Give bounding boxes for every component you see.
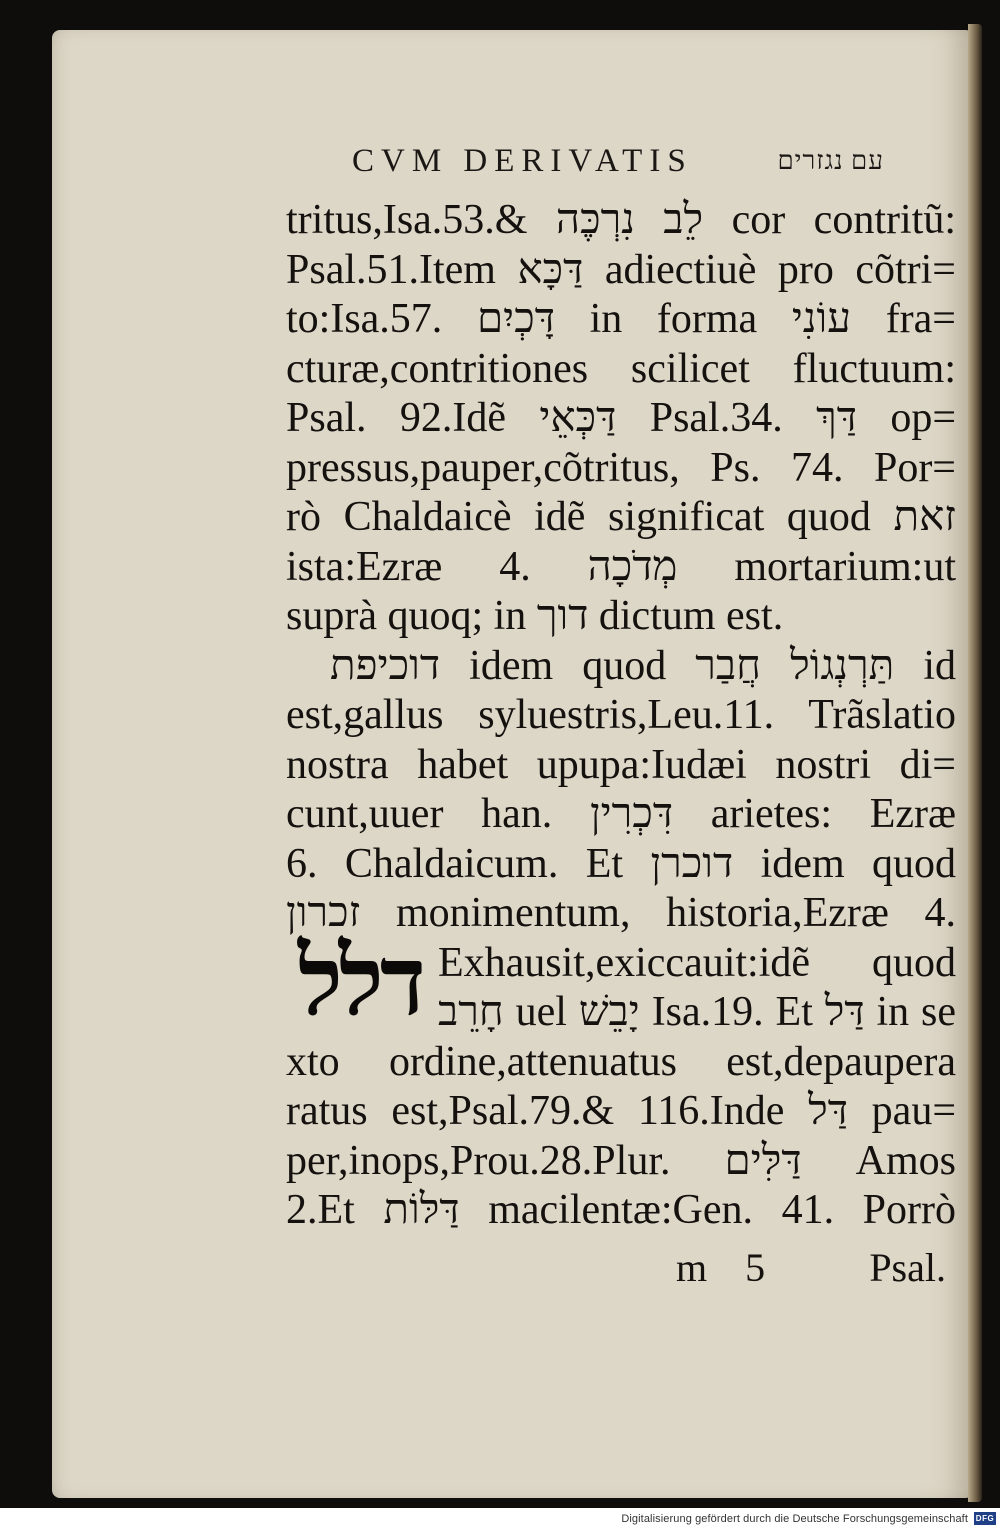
signature-mark: m bbox=[676, 1245, 708, 1290]
text-line: est,gallus syluestris,Leu.11. Trãslatio bbox=[286, 692, 956, 738]
text-line: 6. Chaldaicum. Et דוכרן idem quod bbox=[286, 840, 956, 887]
text-line: tritus,Isa.53.& לֵב נִרְכֶּה cor contritũ: bbox=[286, 197, 956, 243]
running-head-hebrew: עם נגזרים bbox=[777, 146, 884, 175]
text-line: 2.Et דַּלּוֹת macilentæ:Gen. 41. Porrò bbox=[286, 1187, 956, 1233]
text-line: Exhausit,exiccauit:idẽ quod bbox=[438, 939, 956, 986]
footer-bar bbox=[0, 1508, 1000, 1529]
page-header bbox=[352, 141, 884, 181]
signature-number: 5 bbox=[745, 1245, 766, 1290]
text-line: cunt,uuer han. דִּכְרִין arietes: Ezræ bbox=[286, 791, 956, 837]
signature-line bbox=[676, 1244, 946, 1291]
text-line: Psal. 92.Idẽ דַּכְּאֵי Psal.34. דַּךְ op= bbox=[286, 395, 957, 441]
text-line: per,inops,Prou.28.Plur. דַּלִּים Amos bbox=[286, 1137, 956, 1184]
text-line: rò Chaldaicè idẽ significat quod זאת bbox=[286, 494, 956, 540]
text-line: to:Isa.57. דָּכְיִם in forma עוֹנִי fra= bbox=[286, 296, 956, 342]
text-line: Psal.51.Item דַּכָּא adiectiuè pro cõtri= bbox=[286, 246, 956, 293]
text-line: xto ordine,attenuatus est,depaupera bbox=[286, 1038, 956, 1085]
catchword: Psal. bbox=[869, 1245, 946, 1290]
text-line: cturæ,contritiones scilicet fluctuum: bbox=[286, 345, 956, 392]
initial-hebrew-headword: דלל bbox=[298, 923, 422, 1037]
page-edge bbox=[968, 24, 982, 1502]
text-body bbox=[286, 196, 956, 1236]
text-line: חָרֵב uel יָבֵשׁ Isa.19. Et דַּל in se bbox=[438, 989, 957, 1035]
text-line: nostra habet upupa:Iudæi nostri di= bbox=[286, 741, 956, 788]
dfg-logo: DFG bbox=[975, 1514, 995, 1523]
text-line: זכרון monimentum, historia,Ezræ 4. bbox=[286, 890, 956, 936]
text-line: pressus,pauper,cõtritus, Ps. 74. Por= bbox=[286, 444, 956, 491]
text-line: דוכיפת idem quod תַּרְנְגוֹל חֲבַר id bbox=[330, 642, 957, 689]
signature-mark-group bbox=[676, 1244, 765, 1291]
text-line: ratus est,Psal.79.& 116.Inde דַּל pau= bbox=[286, 1088, 956, 1134]
text-line: suprà quoq; in דוך dictum est. bbox=[286, 593, 784, 639]
text-line: ista:Ezræ 4. מְדֹכָה mortarium:ut bbox=[286, 543, 956, 590]
footer-credit: Digitalisierung gefördert durch die Deutsche Forschungsgemeinschaft bbox=[621, 1512, 968, 1525]
entry-initial-block bbox=[286, 923, 957, 1038]
running-head: CVM DERIVATIS bbox=[352, 142, 693, 179]
